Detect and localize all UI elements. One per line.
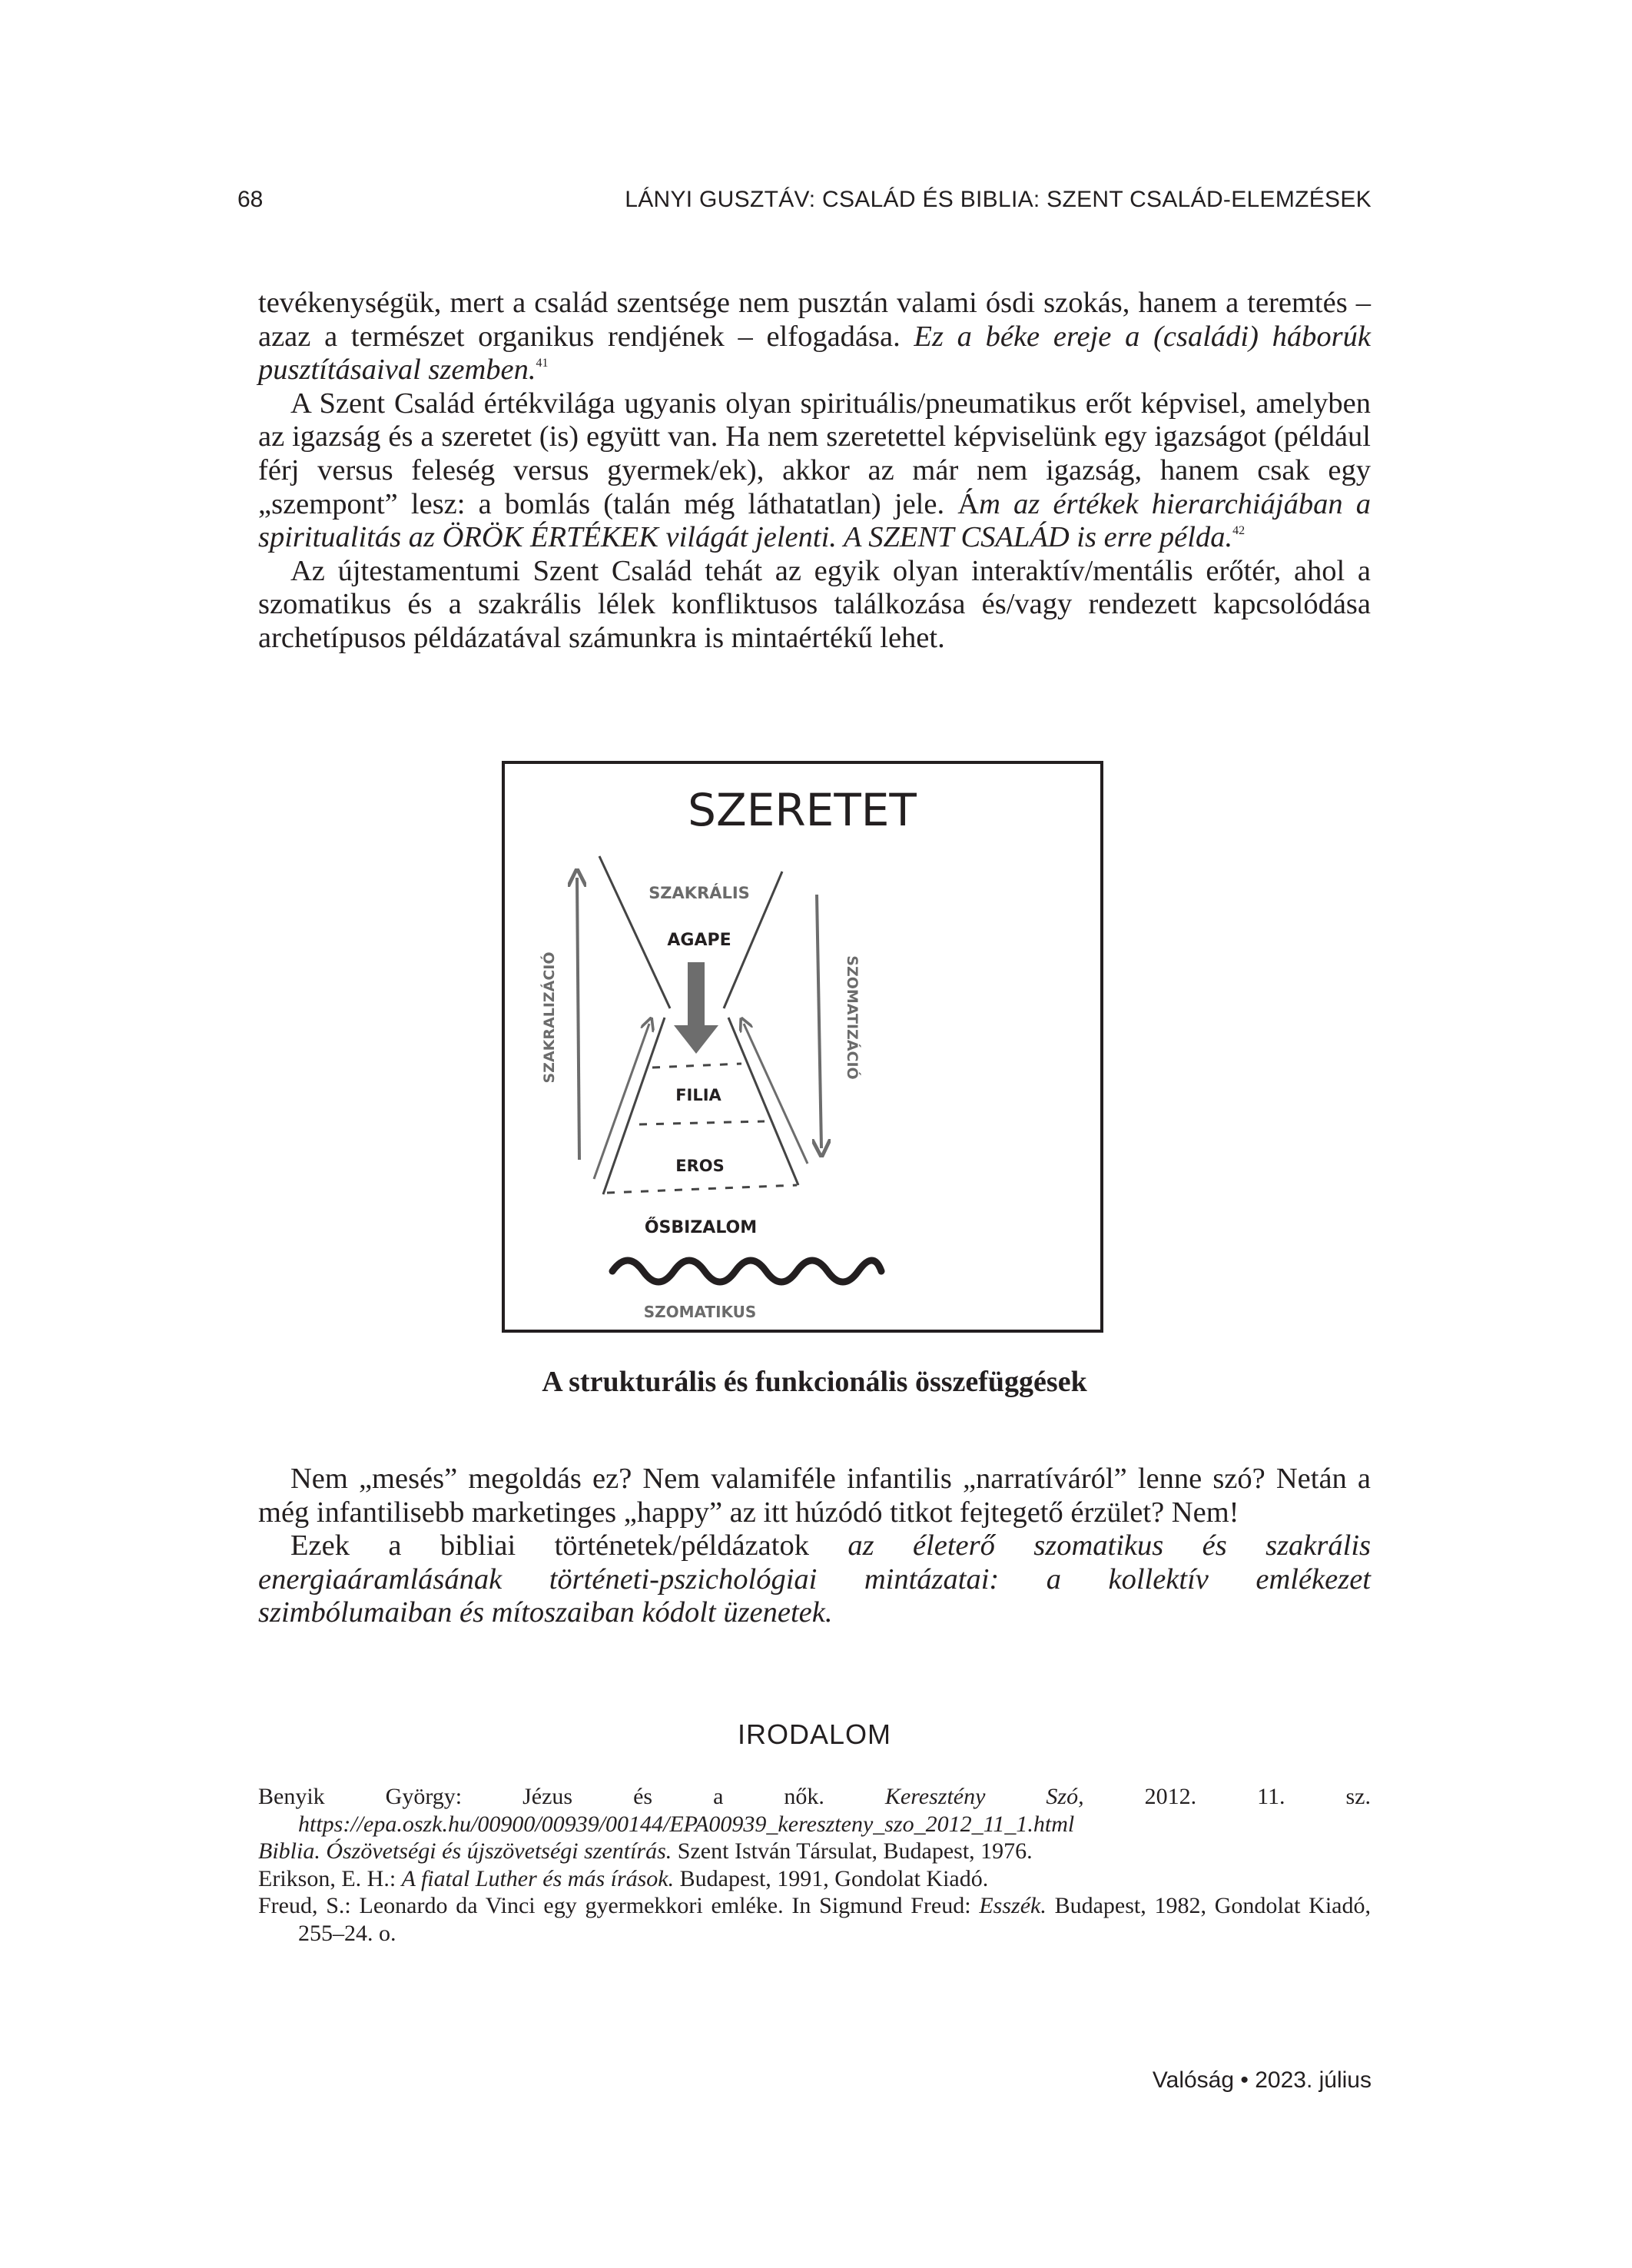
- ref-text: Erikson, E. H.:: [258, 1865, 402, 1891]
- paragraph-text: Az újtestamentumi Szent Család tehát az egyik olyan interaktív/mentális erőtér, ahol a szomatikus és a szakrális lélek konfliktusos találkozása és/vagy rendezett kapcsolódása archetípusos példázatával számunkra is mintaértékű lehet.: [258, 554, 1371, 654]
- wave-symbol-icon: [612, 1260, 881, 1282]
- diagram-figure: [502, 761, 1103, 1333]
- inner-up-arrow-right: [744, 1024, 808, 1164]
- ref-text: Budapest, 1991, Gondolat Kiadó.: [674, 1865, 989, 1891]
- paragraph-italic: m az értékek hierarchiájában a spiritualitás az ÖRÖK ÉRTÉKEK világát jelenti. A SZENT CSALÁD is erre példa.: [258, 487, 1371, 554]
- journal-footer: Valóság • 2023. július: [1152, 2067, 1372, 2093]
- funnel-line-left: [599, 856, 670, 1008]
- level-osbizalom: ŐSBIZALOM: [644, 1218, 758, 1237]
- paragraph-text: Á: [957, 487, 980, 520]
- running-title: LÁNYI GUSZTÁV: CSALÁD ÉS BIBLIA: SZENT CSALÁD-ELEMZÉSEK: [625, 187, 1372, 212]
- level-agape: AGAPE: [667, 931, 731, 950]
- ref-text: Benyik György: Jézus és a nők.: [258, 1784, 885, 1809]
- level-filia: FILIA: [675, 1086, 721, 1104]
- level-eros: EROS: [675, 1157, 725, 1175]
- figure-caption: A strukturális és funkcionális összefüggések: [542, 1366, 1087, 1398]
- label-szomatikus: SZOMATIKUS: [643, 1303, 757, 1321]
- paragraph-text: tevékenységük, mert a család szentsége nem pusztán valami ósdi szokás, hanem a teremtés – azaz a természet organikus rendjének – elfogadása.: [258, 287, 1371, 353]
- paragraph-text: A Szent Család értékvilága ugyanis olyan spirituális/pneumatikus erőt képvisel, amelyben az igazság és a szeretet (is) együtt van. Ha nem szeretettel képviselünk egy igazságot (például férj versus feleség versus gyermek/ek), akkor az már nem igazság, hanem csak egy „szempont” lesz: a bomlás (talán még láthatatlan) jele.: [258, 387, 1371, 520]
- reference-item: [258, 1783, 1371, 1838]
- paragraph-text: Nem „mesés” megoldás ez? Nem valamiféle infantilis „narratíváról” lenne szó? Netán a még infantilisebb marketinges „happy” az itt húzódó titkot fejtegető érzület? Nem!: [258, 1463, 1371, 1529]
- ref-text: Szent István Társulat, Budapest, 1976.: [672, 1838, 1033, 1864]
- paragraph-italic: az életerő szomatikus és szakrális energiaáramlásának történeti-pszichológiai mintázatai: a kollektív emlékezet szimbólumaiban és mítoszaiban kódolt üzenetek.: [258, 1529, 1371, 1629]
- reference-item: [258, 1892, 1371, 1947]
- ref-text: Budapest, 1982, Gondolat Kiadó, 255–24. o.: [298, 1893, 1371, 1946]
- szomatizacio-down-arrow-icon: [817, 895, 821, 1148]
- trapezoid-left-inner: [603, 1018, 665, 1194]
- body-text-bottom: [258, 1463, 1371, 1630]
- running-header: [237, 187, 1372, 218]
- paragraph-text: Ezek a bibliai történetek/példázatok: [290, 1529, 848, 1562]
- label-szakralizacio: SZAKRALIZÁCIÓ: [541, 951, 558, 1084]
- divider-filia-eros: [639, 1121, 765, 1124]
- references-heading: IRODALOM: [737, 1718, 892, 1750]
- paragraph: [258, 555, 1371, 656]
- ref-source: Esszék.: [979, 1893, 1047, 1918]
- divider-eros-osbizalom: [607, 1185, 797, 1193]
- ref-text: Freud, S.: Leonardo da Vinci egy gyermekkori emléke. In Sigmund Freud:: [258, 1893, 980, 1918]
- reference-item: [258, 1838, 1371, 1865]
- ref-source: A fiatal Luther és más írások.: [401, 1865, 675, 1891]
- paragraph: [258, 287, 1371, 387]
- inner-up-arrow-left: [594, 1024, 649, 1179]
- paragraph: [258, 1529, 1371, 1630]
- love-hierarchy-diagram: [505, 764, 1100, 1330]
- body-text-top: [258, 287, 1371, 656]
- ref-source: Keresztény Szó,: [884, 1784, 1084, 1809]
- paragraph: [258, 387, 1371, 555]
- label-szomatizacio: SZOMATIZÁCIÓ: [844, 955, 861, 1080]
- ref-url-link[interactable]: https://epa.oszk.hu/00900/00939/00144/EPA00939_kereszteny_szo_2012_11_1.html: [298, 1811, 1075, 1837]
- reference-item: [258, 1865, 1371, 1893]
- szakralizacio-up-arrow-icon: [577, 878, 579, 1160]
- figure-title: SZERETET: [688, 784, 917, 836]
- ref-source: Biblia. Ószövetségi és újszövetségi szentírás.: [258, 1838, 672, 1864]
- ref-text: 2012. 11. sz.: [1083, 1784, 1371, 1809]
- paragraph-italic: Ez a béke ereje a (családi) háborúk pusztításaival szemben.: [258, 320, 1371, 387]
- footnote-ref[interactable]: 41: [536, 357, 549, 370]
- agape-down-arrow-icon: [674, 962, 718, 1054]
- reference-list: [258, 1783, 1371, 1947]
- label-szakralis: SZAKRÁLIS: [648, 884, 750, 902]
- divider-agape-filia: [652, 1064, 741, 1068]
- trapezoid-right-inner: [728, 1018, 798, 1185]
- paragraph: [258, 1463, 1371, 1529]
- page-number: 68: [237, 187, 264, 212]
- footnote-ref[interactable]: 42: [1232, 524, 1246, 538]
